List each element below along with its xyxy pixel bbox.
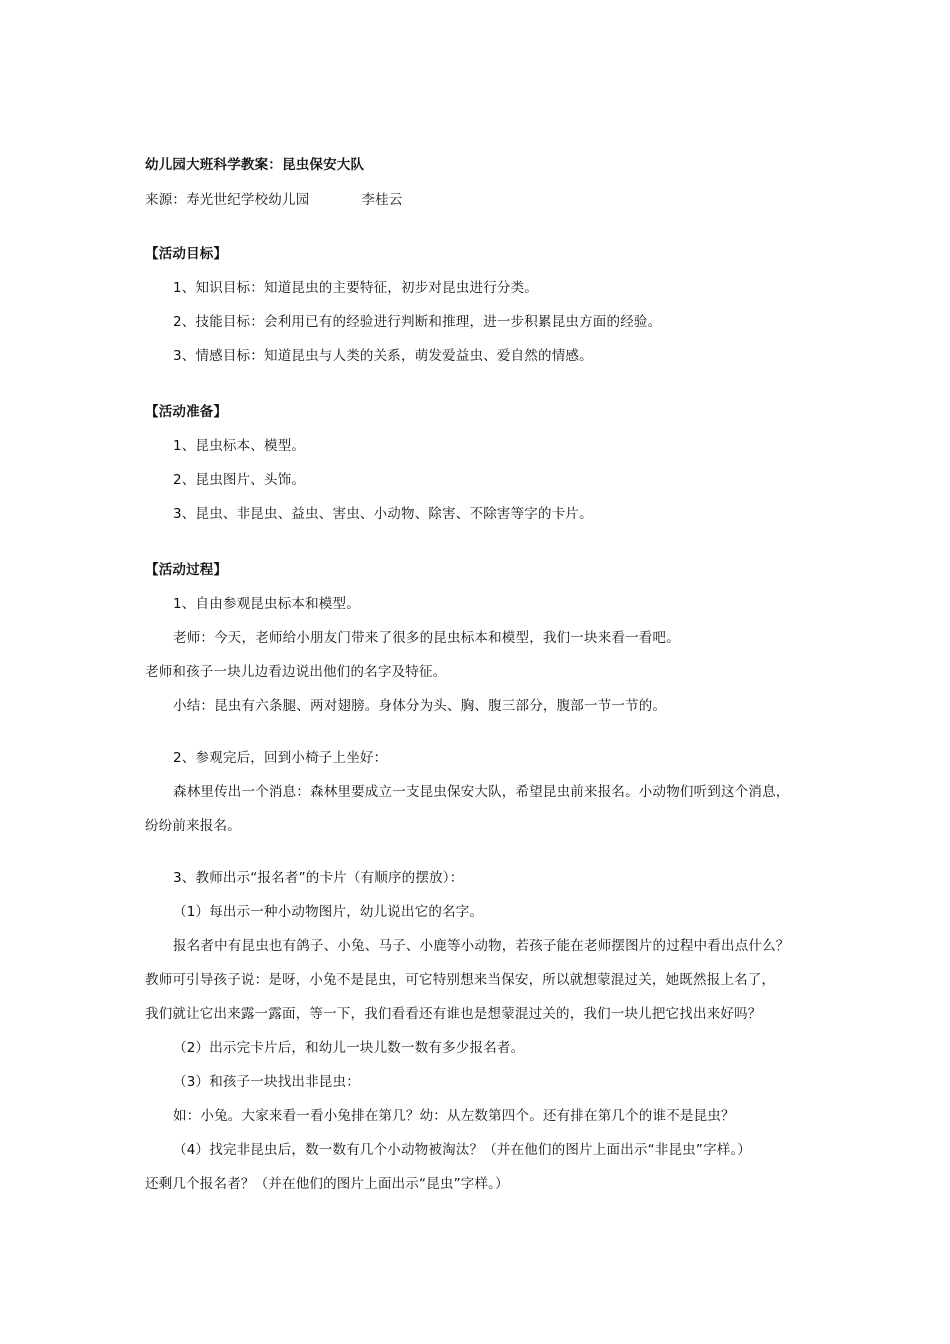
paragraph-gap xyxy=(145,843,825,861)
prep-item: 1、昆虫标本、模型。 xyxy=(173,438,306,454)
document-content xyxy=(145,148,825,1201)
prep-item: 2、昆虫图片、头饰。 xyxy=(173,472,306,488)
process-line: 老师：今天，老师给小朋友门带来了很多的昆虫标本和模型，我们一块来看一看吧。 xyxy=(173,630,680,646)
paragraph-gap xyxy=(145,723,825,741)
document-title: 幼儿园大班科学教案：昆虫保安大队 xyxy=(145,157,365,173)
goal-item: 3、情感目标：知道昆虫与人类的关系，萌发爱益虫、爱自然的情感。 xyxy=(173,348,593,364)
goal-item: 2、技能目标：会利用已有的经验进行判断和推理，进一步积累昆虫方面的经验。 xyxy=(173,314,662,330)
section-gap xyxy=(145,373,825,395)
goal-item: 1、知识目标：知道昆虫的主要特征，初步对昆虫进行分类。 xyxy=(173,280,538,296)
process-line: （1）每出示一种小动物图片，幼儿说出它的名字。 xyxy=(173,904,484,920)
process-line: 我们就让它出来露一露面，等一下，我们看看还有谁也是想蒙混过关的，我们一块儿把它找出来好吗？ xyxy=(145,1006,762,1022)
process-line: 如：小兔。大家来看一看小兔排在第几？幼：从左数第四个。还有排在第几个的谁不是昆虫？ xyxy=(173,1108,735,1124)
section-heading-goals: 【活动目标】 xyxy=(145,246,228,262)
process-line: 3、教师出示“报名者”的卡片（有顺序的摆放）： xyxy=(173,870,464,886)
section-heading-process: 【活动过程】 xyxy=(145,562,228,578)
author-name: 李桂云 xyxy=(361,192,403,208)
process-line: 2、参观完后，回到小椅子上坐好： xyxy=(173,750,388,766)
process-line: 还剩几个报名者？（并在他们的图片上面出示“昆虫”字样。） xyxy=(145,1176,509,1192)
section-heading-prep: 【活动准备】 xyxy=(145,404,228,420)
source-label: 来源：寿光世纪学校幼儿园 xyxy=(145,192,310,208)
section-gap xyxy=(145,531,825,553)
process-line: 小结：昆虫有六条腿、两对翅膀。身体分为头、胸、腹三部分，腹部一节一节的。 xyxy=(173,698,667,714)
process-line: 纷纷前来报名。 xyxy=(145,818,241,834)
process-line: 教师可引导孩子说：是呀，小兔不是昆虫，可它特别想来当保安，所以就想蒙混过关，她既然报上名了， xyxy=(145,972,776,988)
process-line: （2）出示完卡片后，和幼儿一块儿数一数有多少报名者。 xyxy=(173,1040,525,1056)
process-line: 老师和孩子一块儿边看边说出他们的名字及特征。 xyxy=(145,664,447,680)
process-line: 森林里传出一个消息：森林里要成立一支昆虫保安大队，希望昆虫前来报名。小动物们听到这个消息， xyxy=(173,784,790,800)
process-line: 报名者中有昆虫也有鸽子、小兔、马子、小鹿等小动物，若孩子能在老师摆图片的过程中看出点什么？ xyxy=(173,938,790,954)
document-source xyxy=(145,183,825,217)
process-line: 1、自由参观昆虫标本和模型。 xyxy=(173,596,360,612)
process-line: （4）找完非昆虫后，数一数有几个小动物被淘汰？（并在他们的图片上面出示“非昆虫”字样。） xyxy=(173,1142,752,1158)
prep-item: 3、昆虫、非昆虫、益虫、害虫、小动物、除害、不除害等字的卡片。 xyxy=(173,506,593,522)
process-line: （3）和孩子一块找出非昆虫： xyxy=(173,1074,360,1090)
